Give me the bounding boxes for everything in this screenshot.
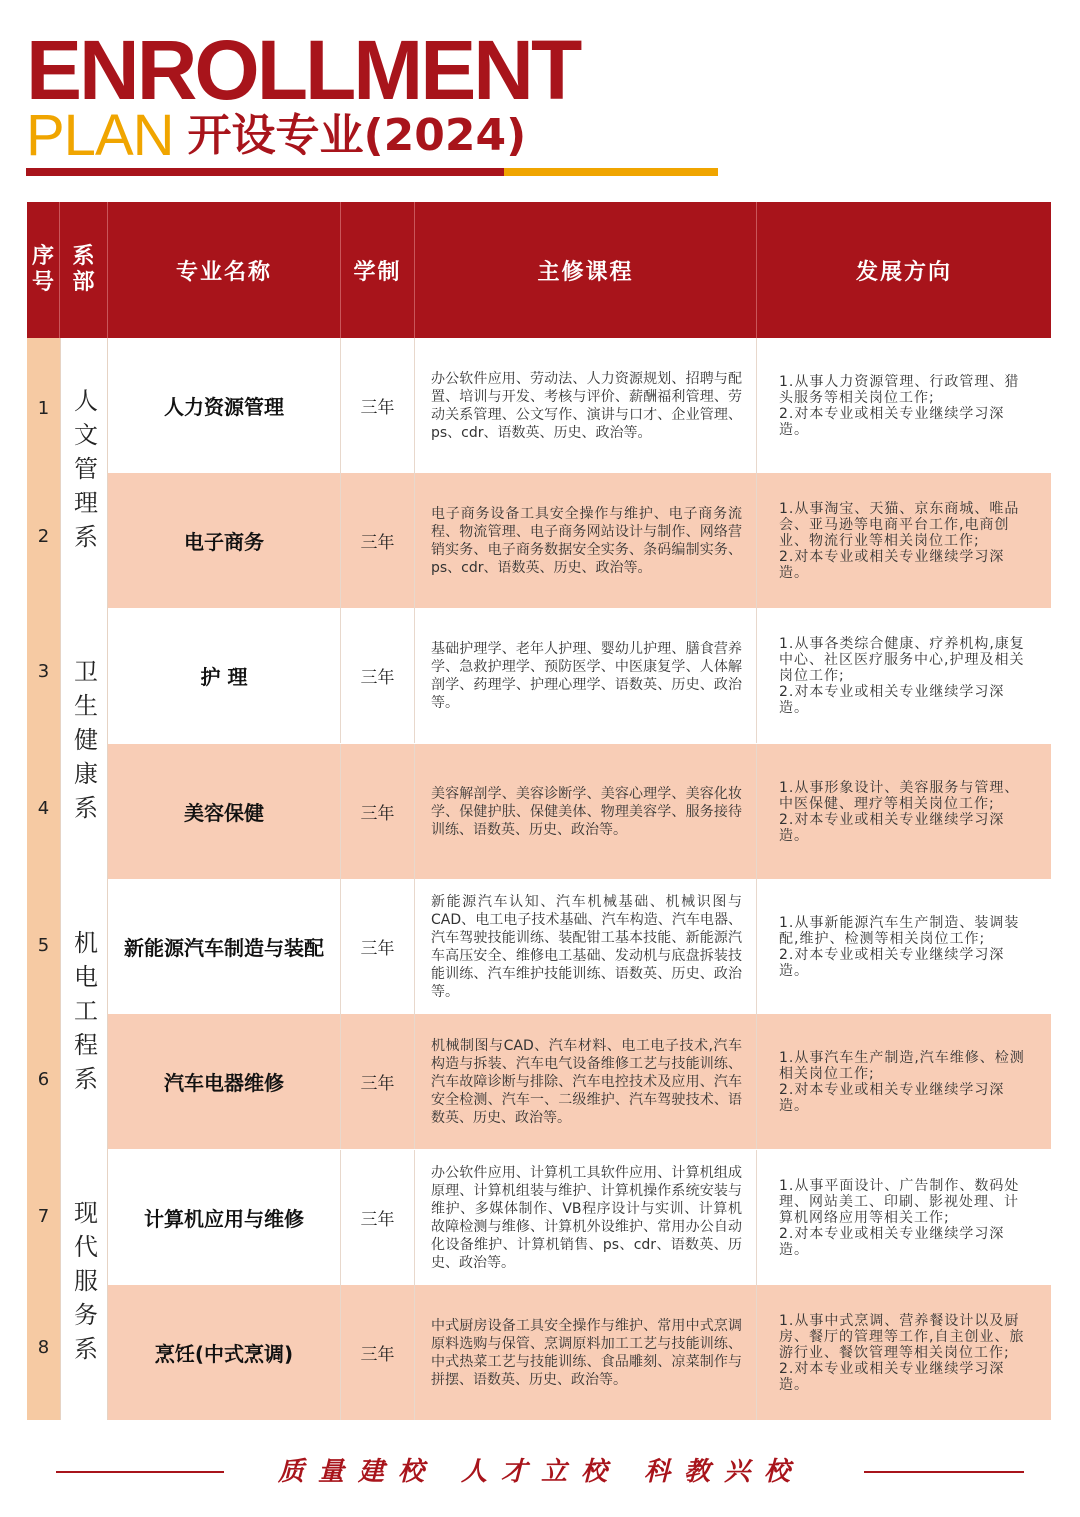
title-plan: PLAN bbox=[26, 103, 174, 168]
table-row bbox=[108, 744, 1051, 879]
seq-number: 5 bbox=[37, 935, 50, 956]
main-courses: 办公软件应用、劳动法、人力资源规划、招聘与配置、培训与开发、考核与评价、薪酬福利管理、劳动关系管理、公文写作、演讲与口才、企业管理、ps、cdr、语数英、历史、政治等。 bbox=[415, 338, 757, 473]
career-direction: 1.从事平面设计、广告制作、数码处理、网站美工、印刷、影视处理、计算机网络应用等相关工作; 2.对本专业或相关专业继续学习深造。 bbox=[779, 1177, 1020, 1258]
table-row bbox=[108, 338, 1051, 473]
career-direction: 1.从事各类综合健康、疗养机构,康复中心、社区医疗服务中心,护理及相关岗位工作; 2.对本专业或相关专业继续学习深造。 bbox=[779, 635, 1025, 716]
title-plan-row bbox=[26, 104, 526, 168]
main-courses: 办公软件应用、计算机工具软件应用、计算机组成原理、计算机组装与维护、计算机操作系统安装与维护、多媒体制作、VB程序设计与实训、计算机故障检测与维修、计算机外设维护、常用办公自动化设备维护、计算机销售、ps、cdr、语数英、历史、政治等。 bbox=[415, 1150, 757, 1285]
header-career: 发展方向 bbox=[855, 259, 952, 285]
table-row bbox=[108, 608, 1051, 743]
footer-line-left bbox=[56, 1471, 224, 1473]
header-seq: 序号 bbox=[27, 202, 60, 338]
header-years: 学制 bbox=[341, 202, 415, 338]
header bbox=[26, 23, 726, 178]
main-courses: 基础护理学、老年人护理、婴幼儿护理、膳食营养学、急救护理学、预防医学、中医康复学、人体解剖学、药理学、护理心理学、语数英、历史、政治等。 bbox=[415, 608, 757, 743]
major-name: 汽车电器维修 bbox=[108, 1014, 341, 1149]
seq-number: 2 bbox=[37, 526, 50, 547]
header-bar-red bbox=[26, 168, 504, 176]
main-courses: 新能源汽车认知、汽车机械基础、机械识图与CAD、电工电子技术基础、汽车构造、汽车电器、汽车驾驶技能训练、装配钳工基本技能、新能源汽车高压安全、维修电工基础、发动机与底盘拆装技能训练、汽车维护技能训练、语数英、历史、政治等。 bbox=[415, 879, 757, 1014]
dept-health: 卫生健康系 bbox=[60, 608, 108, 879]
major-name: 计算机应用与维修 bbox=[108, 1150, 341, 1285]
table-row bbox=[108, 879, 1051, 1014]
career-direction: 1.从事汽车生产制造,汽车维修、检测相关岗位工作; 2.对本专业或相关专业继续学习深造。 bbox=[779, 1049, 1025, 1114]
title-enrollment: ENROLLMENT bbox=[26, 23, 580, 117]
career-direction: 1.从事中式烹调、营养餐设计以及厨房、餐厅的管理等工作,自主创业、旅游行业、餐饮管理等相关岗位工作; 2.对本专业或相关专业继续学习深造。 bbox=[779, 1312, 1025, 1393]
study-years: 三年 bbox=[341, 608, 415, 743]
enrollment-table bbox=[27, 202, 1051, 1420]
seq-number: 3 bbox=[37, 661, 50, 682]
footer bbox=[56, 1452, 1024, 1492]
major-name: 电子商务 bbox=[108, 473, 341, 608]
table-row bbox=[108, 1285, 1051, 1420]
career-direction: 1.从事新能源汽车生产制造、装调装配,维护、检测等相关岗位工作; 2.对本专业或相关专业继续学习深造。 bbox=[779, 914, 1020, 979]
table-row bbox=[108, 1014, 1051, 1149]
study-years: 三年 bbox=[341, 879, 415, 1014]
main-courses: 机械制图与CAD、汽车材料、电工电子技术,汽车构造与拆装、汽车电气设备维修工艺与技能训练、汽车故障诊断与排除、汽车电控技术及应用、汽车安全检测、汽车一、二级维护、汽车驾驶技术、语数英、历史、政治等。 bbox=[415, 1014, 757, 1149]
seq-number: 6 bbox=[37, 1069, 50, 1090]
seq-number: 4 bbox=[37, 798, 50, 819]
study-years: 三年 bbox=[341, 338, 415, 473]
page-subtitle: 开设专业(2024) bbox=[187, 110, 527, 161]
major-name: 美容保健 bbox=[108, 744, 341, 879]
footer-slogan: 质量建校 人才立校 科教兴校 bbox=[277, 1457, 805, 1487]
dept-mechatronics: 机电工程系 bbox=[60, 879, 108, 1150]
major-name: 人力资源管理 bbox=[108, 338, 341, 473]
table-header bbox=[27, 202, 1051, 338]
header-major-name: 专业名称 bbox=[108, 202, 341, 338]
study-years: 三年 bbox=[341, 473, 415, 608]
study-years: 三年 bbox=[341, 1285, 415, 1420]
major-name: 烹饪(中式烹调) bbox=[108, 1285, 341, 1420]
dept-modern-services: 现代服务系 bbox=[60, 1150, 108, 1420]
study-years: 三年 bbox=[341, 1014, 415, 1149]
career-direction: 1.从事形象设计、美容服务与管理、中医保健、理疗等相关岗位工作; 2.对本专业或相关专业继续学习深造。 bbox=[779, 779, 1020, 844]
seq-number: 8 bbox=[37, 1337, 50, 1358]
table-row bbox=[108, 473, 1051, 608]
main-courses: 美容解剖学、美容诊断学、美容心理学、美容化妆学、保健护肤、保健美体、物理美容学、服务接待训练、语数英、历史、政治等。 bbox=[415, 744, 757, 879]
table-row bbox=[108, 1150, 1051, 1285]
study-years: 三年 bbox=[341, 1150, 415, 1285]
seq-number: 7 bbox=[37, 1206, 50, 1227]
seq-column bbox=[27, 338, 60, 1420]
header-courses: 主修课程 bbox=[415, 202, 757, 338]
major-name: 护 理 bbox=[108, 608, 341, 743]
header-dept: 系部 bbox=[60, 202, 108, 338]
main-courses: 中式厨房设备工具安全操作与维护、常用中式烹调原料选购与保管、烹调原料加工工艺与技能训练、中式热菜工艺与技能训练、食品雕刻、凉菜制作与拼摆、语数英、历史、政治等。 bbox=[415, 1285, 757, 1420]
study-years: 三年 bbox=[341, 744, 415, 879]
footer-line-right bbox=[864, 1471, 1024, 1473]
career-direction: 1.从事人力资源管理、行政管理、猎头服务等相关岗位工作; 2.对本专业或相关专业继续学习深造。 bbox=[779, 373, 1020, 438]
main-courses: 电子商务设备工具安全操作与维护、电子商务流程、物流管理、电子商务网站设计与制作、网络营销实务、电子商务数据安全实务、条码编制实务、ps、cdr、语数英、历史、政治等。 bbox=[415, 473, 757, 608]
career-direction: 1.从事淘宝、天猫、京东商城、唯品会、亚马逊等电商平台工作,电商创业、物流行业等相关岗位工作; 2.对本专业或相关专业继续学习深造。 bbox=[779, 500, 1020, 581]
header-bar-gold bbox=[504, 168, 718, 176]
major-name: 新能源汽车制造与装配 bbox=[108, 879, 341, 1014]
seq-number: 1 bbox=[37, 398, 50, 419]
dept-humanities: 人文管理系 bbox=[60, 338, 108, 608]
